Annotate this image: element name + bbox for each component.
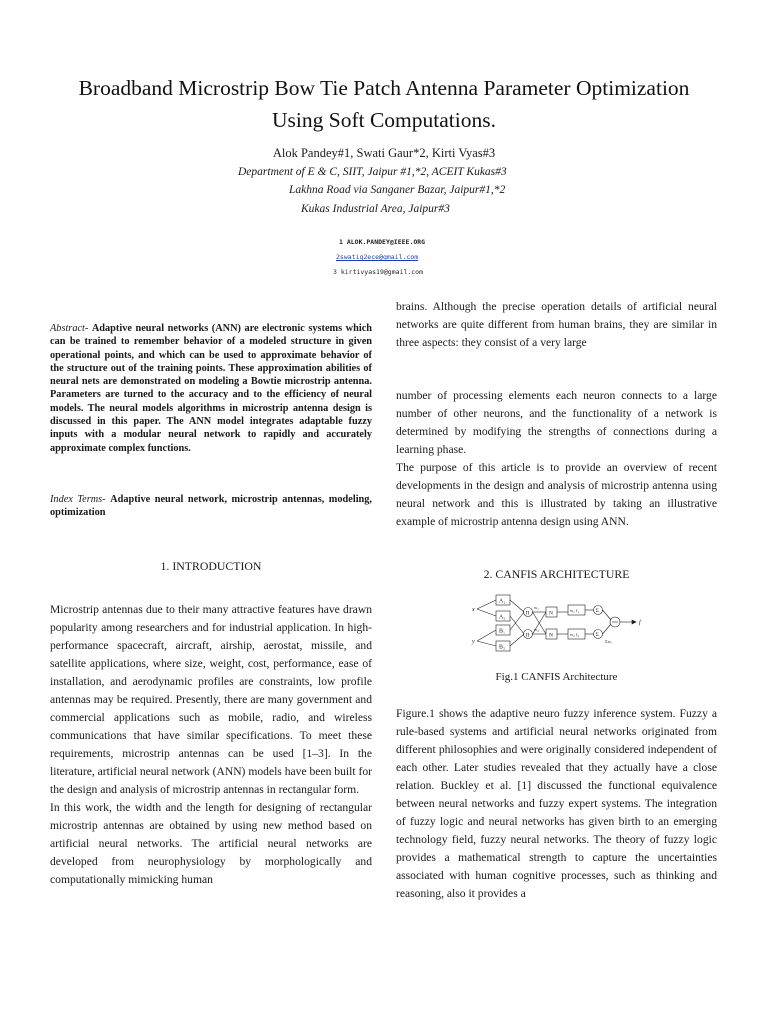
section-2-heading: 2. CANFIS ARCHITECTURE bbox=[483, 567, 630, 581]
b1-label: B₁ bbox=[499, 628, 506, 635]
email-1: 1 ALOK.PANDEY@IEEE.ORG bbox=[339, 238, 426, 246]
input-y-label: y bbox=[472, 639, 475, 645]
n-label-1: N bbox=[549, 610, 553, 617]
index-terms-text: Adaptive neural network, microstrip antennas, modeling, optimization bbox=[50, 494, 372, 519]
abstract-block bbox=[50, 322, 372, 455]
a2-label: A₂ bbox=[499, 614, 506, 621]
n-label-2: N bbox=[549, 632, 553, 639]
input-x-label: x bbox=[472, 607, 475, 613]
canfis-architecture-figure bbox=[468, 592, 648, 654]
figure-caption: Fig.1 CANFIS Architecture bbox=[495, 671, 618, 683]
w2f2-label: w₂ f₂ bbox=[570, 632, 580, 637]
title-line-1: Broadband Microstrip Bow Tie Patch Antenna Parameter Optimization bbox=[78, 76, 690, 100]
right-column-top bbox=[396, 298, 717, 352]
paper-title bbox=[30, 72, 738, 136]
right-paragraph-1: brains. Although the precise operation details of artificial neural networks are quite different from human brains, they are similar in three aspects: they consist of a very large bbox=[396, 300, 717, 349]
pi-label-1: Π bbox=[525, 610, 530, 617]
affiliation-2: Lakhna Road via Sanganer Bazar, Jaipur#1,*2 bbox=[289, 184, 506, 196]
title-line-2: Using Soft Computations. bbox=[272, 108, 496, 132]
affiliation-1: Department of E & C, SIIT, Jaipur #1,*2, ACEIT Kukas#3 bbox=[238, 166, 507, 178]
right-column-middle bbox=[396, 387, 717, 531]
intro-paragraph-1: Microstrip antennas due to their many attractive features have drawn popularity among researchers and for industrial application. In high-performance spacecraft, aircraft, airship, aerostat, missile, and satellite applications, where size, weight, cost, performance, ease of installation, and aerodynamic profiles are constraints, low profile antennas may be required. Presently, there are many government and commercial applications such as mobile, radio, and wireless communications that have similar specifications. To meet these requirements, microstrip antennas can be used [1–3]. In the literature, artificial neural network (ANN) models have been built for the design and analysis of microstrip antennas in rectangular form. bbox=[50, 603, 372, 796]
author-list: Alok Pandey#1, Swati Gaur*2, Kirti Vyas#3 bbox=[272, 146, 496, 160]
pi-label-2: Π bbox=[525, 632, 530, 639]
index-terms-block bbox=[50, 493, 372, 520]
sigma-label-2: Σ bbox=[595, 632, 599, 639]
right-paragraph-2: number of processing elements each neuron connects to a large number of other neurons, and the functionality of a network is determined by modifying the strengths of connections during a learning phase. bbox=[396, 389, 717, 456]
sum-w-label: Σwᵢ bbox=[605, 639, 612, 644]
abstract-text: Adaptive neural networks (ANN) are electronic systems which can be trained to remember behavior of a modeled structure in given operational points, and which can be used to approximate behavior of the structure out of the training points. These approximation abilities of neural nets are demonstrated on modeling a Bowtie microstrip antenna. Parameters are turned to the accuracy and to the efficiency of neural models. The neural models algorithms in microstrip antenna design is discussed in this paper. The ANN model integrates adaptable fuzzy inputs with a modular neural network to rapidly and accurately approximate complex functions. bbox=[50, 323, 372, 454]
abstract-label: Abstract- bbox=[50, 323, 89, 334]
b2-label: B₂ bbox=[499, 644, 506, 651]
section-1-heading: 1. INTRODUCTION bbox=[160, 559, 262, 573]
sigma-label-1: Σ bbox=[595, 608, 599, 615]
introduction-text bbox=[50, 601, 372, 889]
w1f1-label: w₁ f₁ bbox=[570, 608, 580, 613]
email-2[interactable]: 2swatig2ece@gmail.com bbox=[336, 253, 419, 261]
affiliation-3: Kukas Industrial Area, Jaipur#3 bbox=[301, 203, 450, 215]
canfis-paragraph: Figure.1 shows the adaptive neuro fuzzy inference system. Fuzzy a rule-based systems and artificial neural networks originated from different philosophies and were originally considered independent of each other. Later studies revealed that they actually have a close relation. Buckley et al. [1] discussed the functional equivalence between neural networks and fuzzy expert systems. The integration of fuzzy logic and neural networks has given birth to an emerging technology field, fuzzy neural networks. The theory of fuzzy logic provides a mathematical strength to capture the uncertainties associated with human cognitive processes, such as thinking and reasoning, also it provides a bbox=[396, 707, 717, 900]
w1-label: w₁ bbox=[534, 605, 539, 610]
email-3: 3 kirtivyas19@gmail.com bbox=[333, 268, 424, 276]
section-2-text bbox=[396, 705, 717, 903]
intro-paragraph-2: In this work, the width and the length for designing of rectangular microstrip antennas are obtained by using new method based on artificial neural networks. The artificial neural networks are developed from neurophysiology by morphologically and computationally mimicking human bbox=[50, 801, 372, 886]
right-paragraph-3: The purpose of this article is to provide an overview of recent developments in the design and analysis of microstrip antenna using neural network and this is illustrated by taking an illustrative example of microstrip antenna design using ANN. bbox=[396, 461, 717, 528]
a1-label: A₁ bbox=[499, 598, 506, 605]
w2-label: w₂ bbox=[534, 627, 539, 632]
index-terms-label: Index Terms- bbox=[50, 494, 106, 505]
output-f-label: f bbox=[639, 620, 641, 626]
